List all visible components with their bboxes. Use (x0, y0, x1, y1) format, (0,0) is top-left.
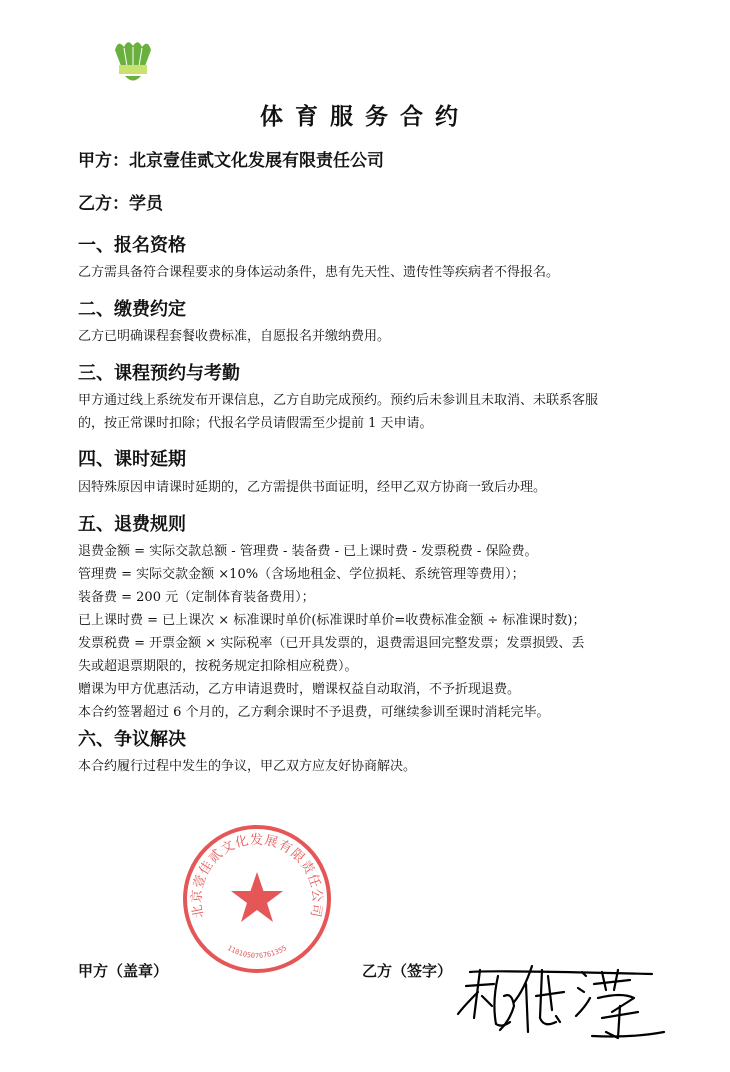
party-b: 乙方：学员 (78, 194, 163, 214)
body-line: 失或超退票期限的，按税务规定扣除相应税费）。 (78, 659, 358, 674)
section-heading: 四、课时延期 (78, 449, 186, 470)
section-heading: 三、课程预约与考勤 (78, 363, 240, 384)
body-line: 本合约签署超过 6 个月的，乙方剩余课时不予退费，可继续参训至课时消耗完毕。 (78, 705, 550, 720)
section-heading: 六、争议解决 (78, 729, 186, 750)
body-line: 乙方需具备符合课程要求的身体运动条件，患有先天性、遗传性等疾病者不得报名。 (78, 265, 560, 280)
body-line: 赠课为甲方优惠活动，乙方申请退费时，赠课权益自动取消，不予折现退费。 (78, 682, 521, 697)
star-icon (231, 872, 283, 922)
party-a: 甲方：北京壹佳贰文化发展有限责任公司 (78, 151, 384, 171)
body-line: 已上课时费 = 已上课次 × 标准课时单价(标准课时单价=收费标准金额 ÷ 标准课时数)； (78, 613, 586, 628)
body-line: 本合约履行过程中发生的争议，甲乙双方应友好协商解决。 (78, 759, 417, 774)
svg-text:110105076761355: 110105076761355 (225, 944, 289, 960)
section-body (78, 540, 658, 724)
section-body (78, 261, 658, 284)
section-body (78, 325, 658, 348)
body-line: 因特殊原因申请课时延期的，乙方需提供书面证明，经甲乙双方协商一致后办理。 (78, 480, 547, 495)
section-heading: 五、退费规则 (78, 514, 186, 535)
company-logo (108, 36, 158, 86)
company-seal (180, 822, 334, 976)
body-line: 乙方已明确课程套餐收费标准，自愿报名并缴纳费用。 (78, 329, 391, 344)
section-heading: 一、报名资格 (78, 235, 186, 256)
body-line: 甲方通过线上系统发布开课信息，乙方自助完成预约。预约后未参训且未取消、未联系客服 (78, 393, 599, 408)
svg-text:北京壹佳贰文化发展有限责任公司: 北京壹佳贰文化发展有限责任公司 (189, 832, 325, 920)
section-body (78, 389, 658, 435)
section-body (78, 755, 658, 778)
body-line: 的，按正常课时扣除；代报名学员请假需至少提前 1 天申请。 (78, 416, 433, 431)
party-b-signature-label: 乙方（签字） (362, 962, 453, 980)
party-a-seal-label: 甲方（盖章） (78, 962, 169, 980)
body-line: 管理费 = 实际交款金额 ×10%（含场地租金、学位损耗、系统管理等费用）； (78, 567, 525, 582)
handwritten-signature (452, 962, 672, 1044)
body-line: 退费金额 = 实际交款总额 - 管理费 - 装备费 - 已上课时费 - 发票税费 - 保险费。 (78, 544, 538, 559)
body-line: 装备费 = 200 元（定制体育装备费用）； (78, 590, 315, 605)
section-body (78, 476, 658, 499)
page-title: 体育服务合约 (260, 104, 470, 130)
body-line: 发票税费 = 开票金额 × 实际税率（已开具发票的，退费需退回完整发票；发票损毁、丢 (78, 636, 585, 651)
section-heading: 二、缴费约定 (78, 299, 186, 320)
